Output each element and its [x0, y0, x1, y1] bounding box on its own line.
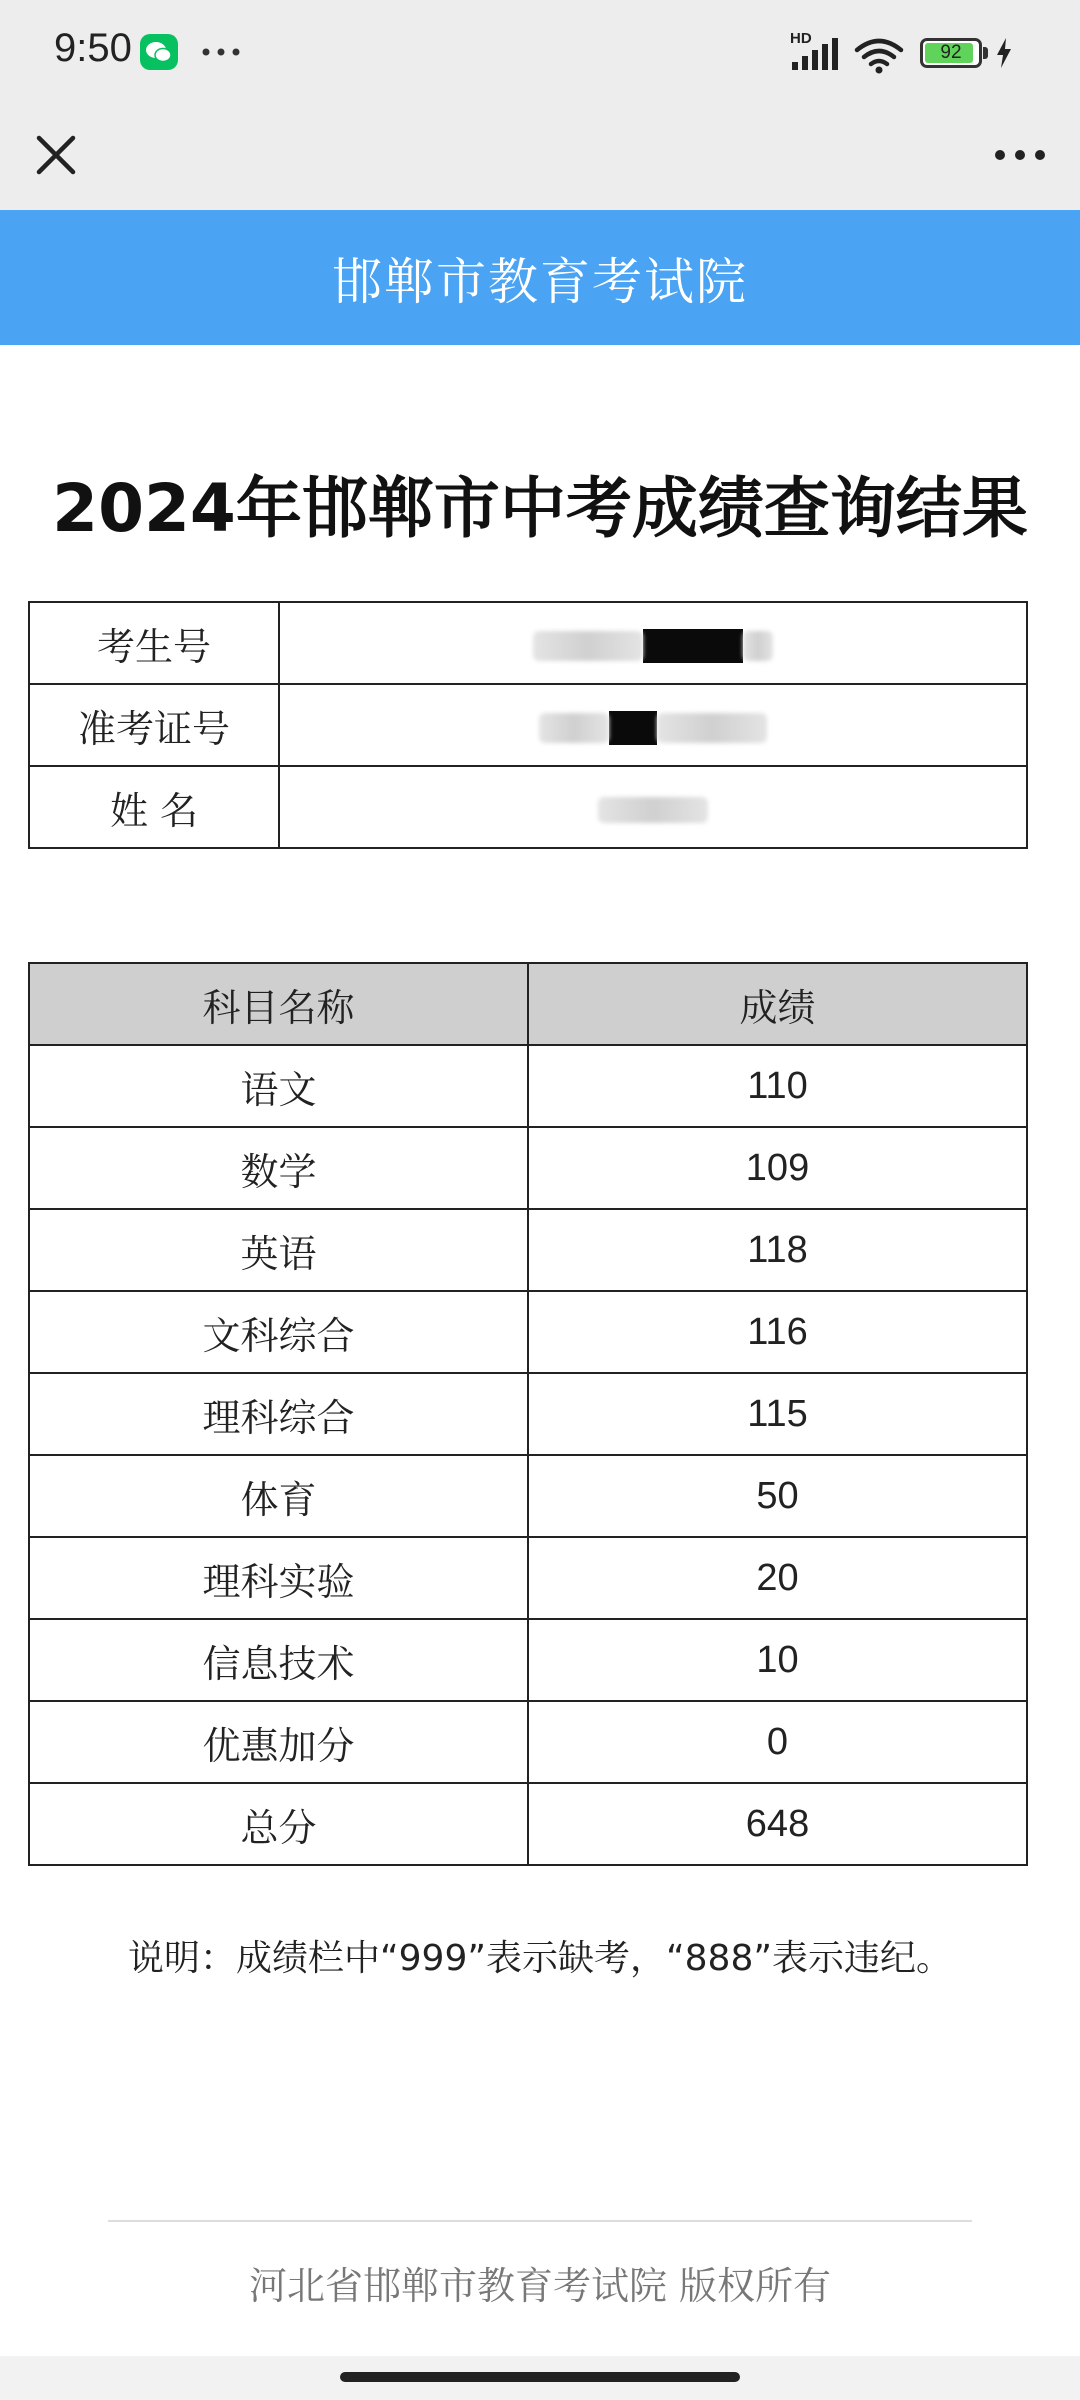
wechat-notification-icon	[140, 34, 178, 70]
charging-bolt-icon	[994, 36, 1014, 70]
close-icon	[34, 133, 78, 177]
subject-name: 英语	[29, 1209, 528, 1291]
table-row	[29, 766, 1027, 848]
score-column-header: 成绩	[528, 963, 1027, 1045]
table-row	[29, 684, 1027, 766]
subject-name: 数学	[29, 1127, 528, 1209]
blurred-text	[539, 713, 609, 743]
nav-bar	[0, 100, 1080, 210]
table-row	[29, 1127, 1027, 1209]
subject-score: 118	[528, 1209, 1027, 1291]
total-label: 总分	[29, 1783, 528, 1865]
status-time: 9:50	[54, 26, 132, 70]
wifi-icon	[854, 38, 904, 74]
table-row	[29, 1619, 1027, 1701]
redaction-block	[609, 711, 657, 745]
signal-icon	[790, 36, 840, 72]
battery-level: 92	[940, 42, 962, 63]
table-header-row	[29, 963, 1027, 1045]
footer-copyright: 河北省邯郸市教育考试院 版权所有	[248, 2264, 832, 2308]
subject-score: 116	[528, 1291, 1027, 1373]
footer-divider	[108, 2220, 972, 2222]
battery-icon	[920, 38, 982, 68]
subject-name: 信息技术	[29, 1619, 528, 1701]
score-note: 说明：成绩栏中“999”表示缺考，“888”表示违纪。	[127, 1938, 953, 1979]
subject-name: 体育	[29, 1455, 528, 1537]
table-row-total	[29, 1783, 1027, 1865]
table-row	[29, 1209, 1027, 1291]
more-icon	[992, 148, 1048, 162]
student-id-label: 考生号	[29, 602, 279, 684]
subject-score: 0	[528, 1701, 1027, 1783]
blurred-text	[598, 797, 708, 823]
table-row	[29, 1701, 1027, 1783]
table-row	[29, 1537, 1027, 1619]
battery-tip	[983, 47, 988, 59]
subject-name: 优惠加分	[29, 1701, 528, 1783]
blurred-text	[657, 713, 767, 743]
status-icons	[790, 30, 1050, 74]
page-title: 2024年邯郸市中考成绩查询结果	[52, 470, 1028, 547]
subject-name: 理科实验	[29, 1537, 528, 1619]
exam-number-label: 准考证号	[29, 684, 279, 766]
more-button[interactable]	[980, 120, 1060, 190]
redaction-block	[643, 629, 743, 663]
home-indicator[interactable]	[340, 2372, 740, 2382]
subject-score: 115	[528, 1373, 1027, 1455]
table-row	[29, 602, 1027, 684]
site-header	[0, 210, 1080, 345]
status-bar	[0, 0, 1080, 100]
subject-name: 语文	[29, 1045, 528, 1127]
exam-number-value	[279, 684, 1027, 766]
more-notifications-icon	[202, 48, 240, 56]
close-button[interactable]	[26, 120, 86, 190]
subject-score: 110	[528, 1045, 1027, 1127]
blurred-text	[743, 631, 773, 661]
subject-score: 20	[528, 1537, 1027, 1619]
subject-score: 10	[528, 1619, 1027, 1701]
subject-score: 109	[528, 1127, 1027, 1209]
table-row	[29, 1045, 1027, 1127]
name-value	[279, 766, 1027, 848]
hd-label: HD	[790, 30, 812, 47]
subject-column-header: 科目名称	[29, 963, 528, 1045]
name-label: 姓 名	[29, 766, 279, 848]
table-row	[29, 1291, 1027, 1373]
subject-name: 文科综合	[29, 1291, 528, 1373]
subject-score: 50	[528, 1455, 1027, 1537]
gesture-bar-area	[0, 2356, 1080, 2400]
total-score: 648	[528, 1783, 1027, 1865]
blurred-text	[533, 631, 643, 661]
table-row	[29, 1455, 1027, 1537]
student-info-table	[28, 601, 1028, 849]
score-table	[28, 962, 1028, 1866]
student-id-value	[279, 602, 1027, 684]
table-row	[29, 1373, 1027, 1455]
site-header-title: 邯郸市教育考试院	[332, 252, 748, 311]
subject-name: 理科综合	[29, 1373, 528, 1455]
